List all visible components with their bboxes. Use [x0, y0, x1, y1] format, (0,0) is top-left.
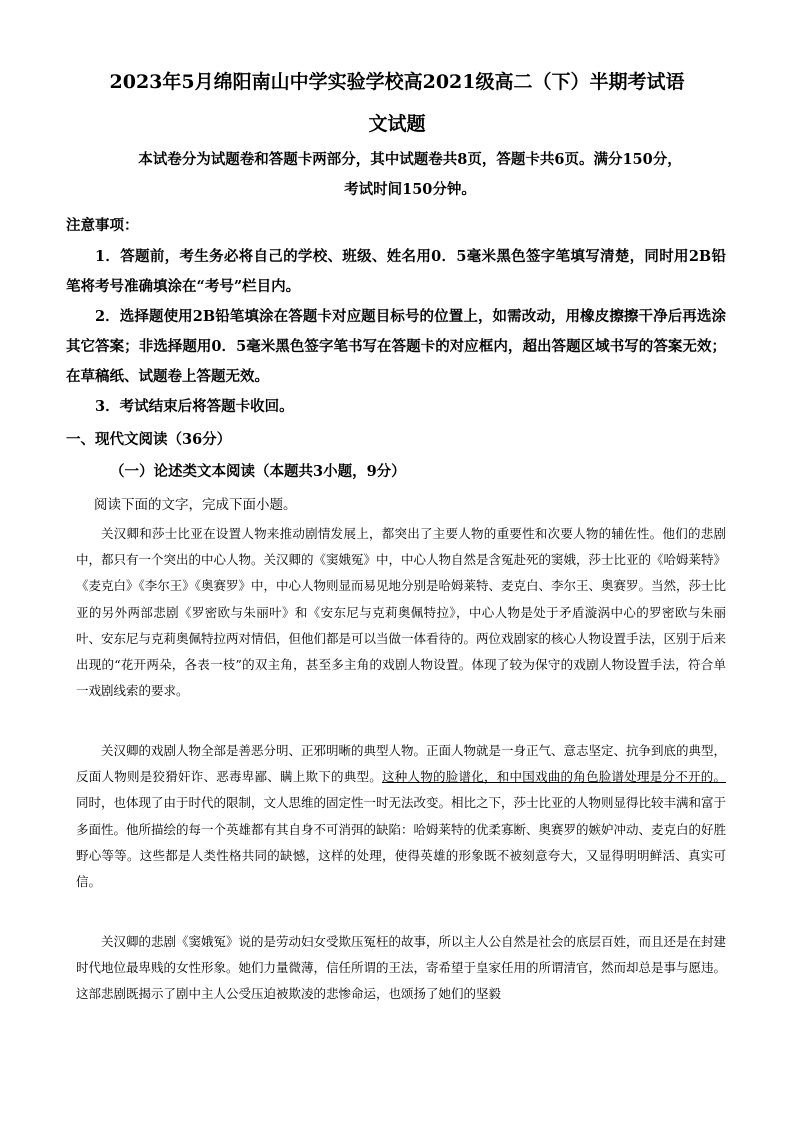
paragraph-2-text-b: 同时，也体现了由于时代的限制，文人思维的固定性一时无法改变。相比之下，莎士比亚的人物则显得比较丰满和富于多面性。他所描绘的每一个英雄都有其自身不可消弭的缺陷：哈姆莱特的优柔寡断、奥赛罗的嫉妒冲动、麦克白的好胜野心等等。这些都是人类性格共同的缺憾，这样的处理，使得英雄的形象既不被刻意夸大，又显得明明鲜活、真实可信。: [76, 795, 727, 890]
passage-paragraph-3: 关汉卿的悲剧《窦娥冤》说的是劳动妇女受欺压冤枉的故事，所以主人公自然是社会的底层百姓，而且还是在封建时代地位最卑贱的女性形象。她们力量微薄，信任所谓的王法，寄希望于皇家任用的所谓清官，然而却总是事与愿违。这部悲剧既揭示了剧中主人公受压迫被欺凌的悲惨命运，也颂扬了她们的坚毅: [76, 934, 727, 1002]
passage-paragraph-1: 关汉卿和莎士比亚在设置人物来推动剧情发展上，都突出了主要人物的重要性和次要人物的辅佐性。他们的悲剧中，都只有一个突出的中心人物。关汉卿的《窦娥冤》中，中心人物自然是含冤赴死的窦娥，莎士比亚的《哈姆莱特》《麦克白》《李尔王》《奥赛罗》中，中心人物则显而易见地分别是哈姆莱特、麦克白、李尔王、奥赛罗。当然，莎士比亚的另外两部悲剧《罗密欧与朱丽叶》和《安东尼与克莉奥佩特拉》，中心人物是处于矛盾漩涡中心的罗密欧与朱丽叶、安东尼与克莉奥佩特拉两对情侣，但他们都是可以当做一体看待的。两位戏剧家的核心人物设置手法，区别于后来出现的“花开两朵，各表一枝”的双主角，甚至多主角的戏剧人物设置。体现了较为保守的戏剧人物设置手法，符合单一戏剧线索的要求。: [76, 526, 727, 699]
exam-title-line2: 文试题: [368, 113, 426, 135]
passage-paragraph-2: [76, 738, 726, 895]
notice-item-2: 2．选择题使用2B铅笔填涂在答题卡对应题目标号的位置上，如需改动，用橡皮擦擦干净后再选涂其它答案；非选择题用0．5毫米黑色签字笔书写在答题卡的对应框内，超出答题区域书写的答案无效；在草稿纸、试题卷上答题无效。: [66, 308, 726, 385]
notice-item-3: 3．考试结束后将答题卡收回。: [95, 398, 294, 415]
notice-heading: 注意事项：: [66, 217, 139, 234]
exam-title-line1: 2023年5月绵阳南山中学实验学校高2021级高二（下）半期考试语: [109, 71, 685, 93]
subsection-title: （一）论述类文本阅读（本题共3小题，9分）: [110, 463, 406, 480]
section-title: 一、现代文阅读（36分）: [66, 431, 232, 448]
underlined-sentence: 这种人物的脸谱化，和中国戏曲的角色脸谱处理是分不开的。: [382, 769, 726, 785]
reading-instruction: 阅读下面的文字，完成下面小题。: [94, 497, 297, 513]
intro-line1: 本试卷分为试题卷和答题卡两部分，其中试题卷共8页，答题卡共6页。满分150分，: [138, 151, 682, 168]
paragraph-2-text-a: 关汉卿的戏剧人物全部是善恶分明、正邪明晰的典型人物。正面人物就是一身正气、意志坚定、抗争到底的典型，反面人物则是狡猾奸诈、恶毒卑鄙、瞒上欺下的典型。: [76, 743, 727, 785]
notice-item-1: 1．答题前，考生务必将自己的学校、班级、姓名用0．5毫米黑色签字笔填写清楚，同时用2B铅笔将考号准确填涂在“考号”栏目内。: [66, 248, 726, 295]
intro-line2: 考试时间150分钟。: [344, 181, 476, 198]
